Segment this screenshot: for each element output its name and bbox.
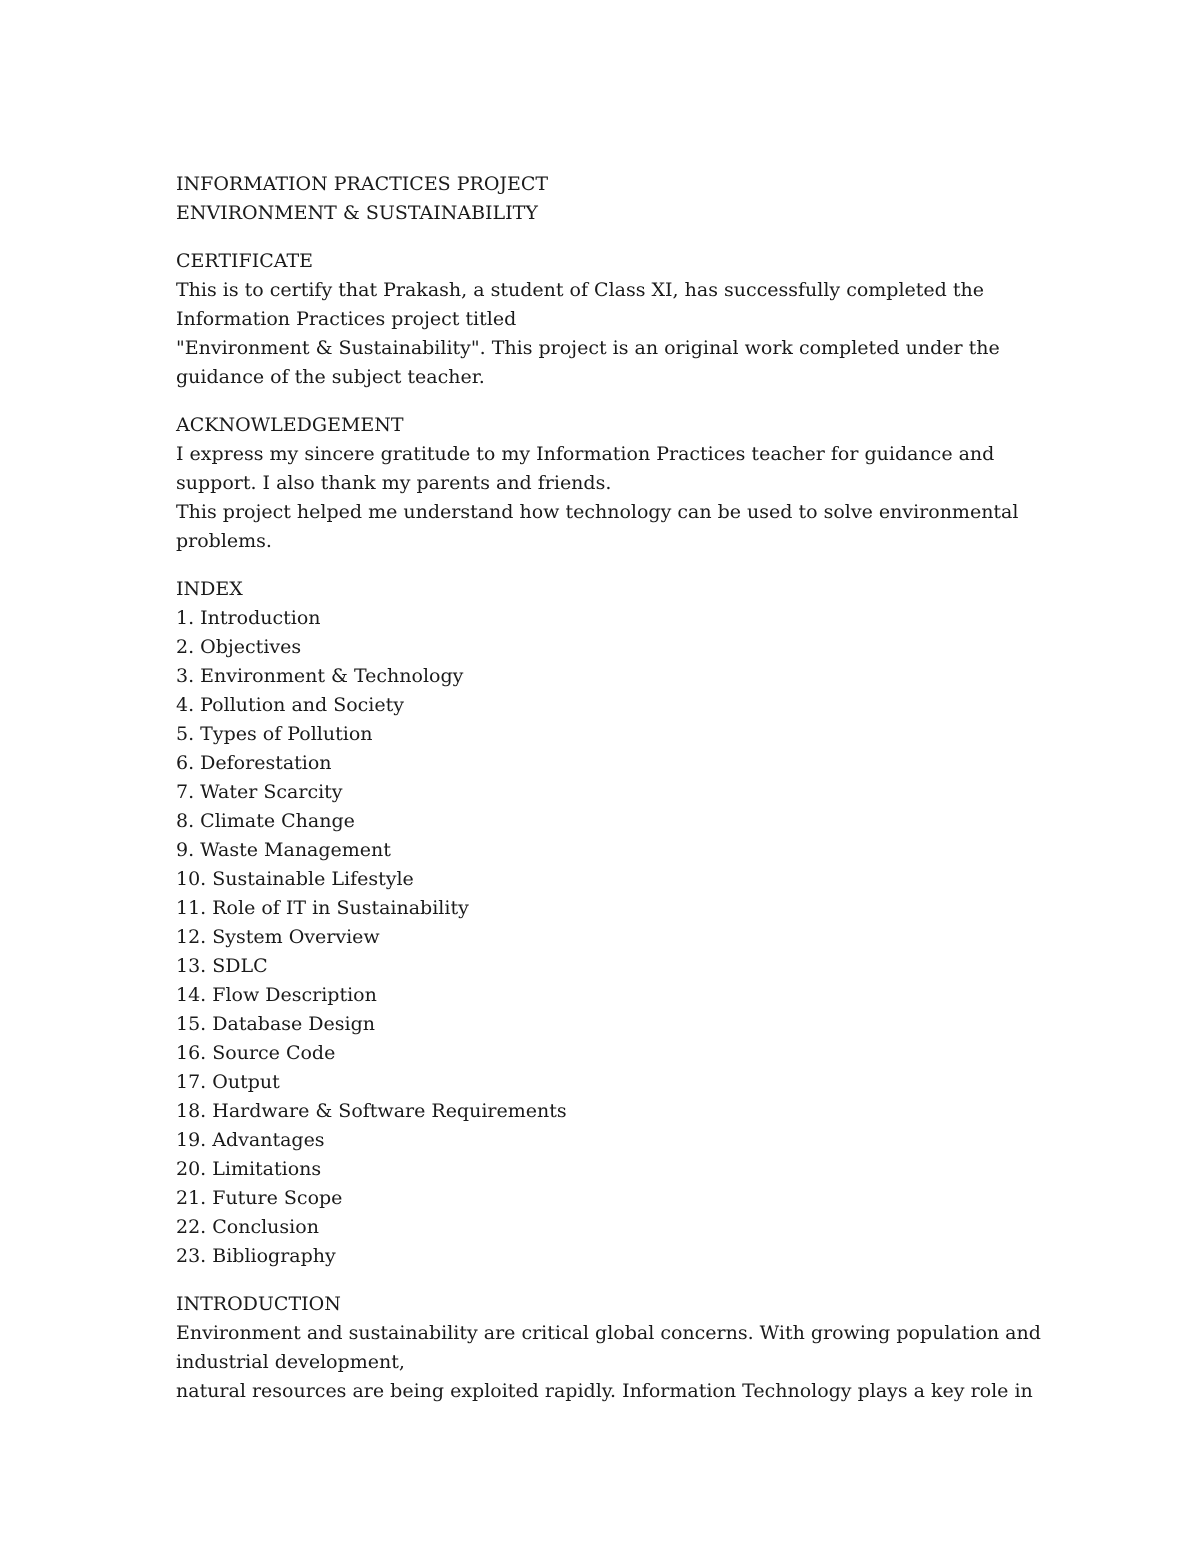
index-item: 11. Role of IT in Sustainability: [176, 897, 469, 919]
index-item: 19. Advantages: [176, 1129, 325, 1151]
index-section: [176, 575, 1026, 1271]
index-item: 6. Deforestation: [176, 752, 332, 774]
index-item: 13. SDLC: [176, 955, 268, 977]
index-item: 14. Flow Description: [176, 984, 377, 1006]
spacer: [176, 1271, 1026, 1290]
index-heading: INDEX: [176, 578, 243, 600]
spacer: [176, 228, 1026, 247]
index-item: 7. Water Scarcity: [176, 781, 343, 803]
certificate-line: Information Practices project titled: [176, 308, 517, 330]
index-item: 15. Database Design: [176, 1013, 376, 1035]
index-item: 3. Environment & Technology: [176, 665, 464, 687]
certificate-line: "Environment & Sustainability". This project is an original work completed under the: [176, 337, 1000, 359]
title-block: [176, 170, 1026, 228]
index-item: 20. Limitations: [176, 1158, 322, 1180]
acknowledgement-line: support. I also thank my parents and friends.: [176, 472, 612, 494]
introduction-section: [176, 1290, 1041, 1406]
index-item: 18. Hardware & Software Requirements: [176, 1100, 567, 1122]
spacer: [176, 556, 1026, 575]
index-item: 21. Future Scope: [176, 1187, 343, 1209]
certificate-heading: CERTIFICATE: [176, 250, 314, 272]
project-subtitle: ENVIRONMENT & SUSTAINABILITY: [176, 202, 538, 224]
spacer: [176, 392, 1026, 411]
index-item: 23. Bibliography: [176, 1245, 336, 1267]
introduction-line: industrial development,: [176, 1351, 405, 1373]
index-item: 8. Climate Change: [176, 810, 355, 832]
acknowledgement-line: I express my sincere gratitude to my Information Practices teacher for guidance and: [176, 443, 995, 465]
certificate-section: [176, 247, 1026, 392]
index-item: 12. System Overview: [176, 926, 380, 948]
index-item: 2. Objectives: [176, 636, 302, 658]
index-item: 10. Sustainable Lifestyle: [176, 868, 414, 890]
introduction-line: Environment and sustainability are critical global concerns. With growing population and: [176, 1322, 1041, 1344]
project-title: INFORMATION PRACTICES PROJECT: [176, 173, 549, 195]
index-item: 17. Output: [176, 1071, 280, 1093]
introduction-line: natural resources are being exploited rapidly. Information Technology plays a key role in: [176, 1380, 1033, 1402]
index-item: 16. Source Code: [176, 1042, 336, 1064]
acknowledgement-heading: ACKNOWLEDGEMENT: [176, 414, 404, 436]
index-item: 22. Conclusion: [176, 1216, 319, 1238]
index-item: 4. Pollution and Society: [176, 694, 404, 716]
acknowledgement-line: This project helped me understand how technology can be used to solve environmental: [176, 501, 1019, 523]
index-list: [176, 604, 1026, 1271]
certificate-line: guidance of the subject teacher.: [176, 366, 485, 388]
introduction-heading: INTRODUCTION: [176, 1293, 341, 1315]
document-body: [176, 170, 1041, 1406]
certificate-line: This is to certify that Prakash, a student of Class XI, has successfully completed the: [176, 279, 984, 301]
index-item: 1. Introduction: [176, 607, 321, 629]
index-item: 5. Types of Pollution: [176, 723, 373, 745]
index-item: 9. Waste Management: [176, 839, 391, 861]
acknowledgement-line: problems.: [176, 530, 272, 552]
acknowledgement-section: [176, 411, 1026, 556]
